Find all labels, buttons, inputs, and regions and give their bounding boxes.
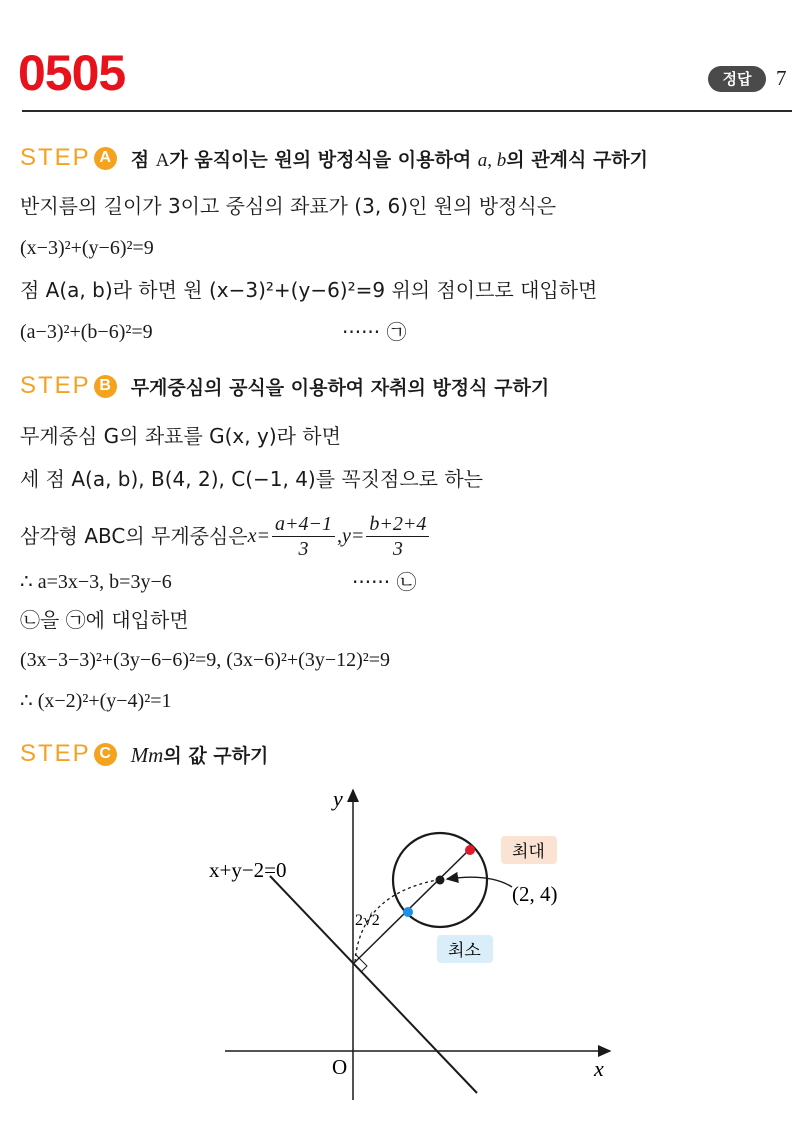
line-equation-label: x+y−2=0 [209, 858, 287, 882]
step-a-title: 점 A가 움직이는 원의 방정식을 이용하여 a, b의 관계식 구하기 [130, 148, 649, 171]
step-b-eq-mark: ······ ㉡ [352, 570, 417, 594]
step-b-line-7: ∴ (x−2)²+(y−4)²=1 [20, 690, 172, 712]
fraction-y: $\frac{b+2+4}{3}$ [366, 512, 429, 561]
step-c-title: Mm의 값 구하기 [130, 742, 269, 767]
step-a-line-2: (x−3)²+(y−6)²=9 [20, 237, 154, 259]
step-b-line-3: 삼각형 ABC의 무게중심은 x= $\frac{a+4-1}{3}$ , y= $\frac{b+2+4}{3}$ [20, 508, 431, 564]
center-pointer-arrow [447, 877, 512, 887]
y-axis-label: y [333, 786, 343, 811]
min-label: 최소 [448, 941, 481, 961]
circle-center [436, 876, 445, 885]
answer-value: 7 [776, 66, 787, 90]
line-x-plus-y-minus-2 [270, 876, 477, 1093]
origin-label: O [332, 1055, 348, 1079]
step-b-line-6: (3x−3−3)²+(3y−6−6)²=9, (3x−6)²+(3y−12)²=9 [20, 649, 391, 671]
center-label: (2, 4) [512, 882, 558, 906]
step-b-title: 무게중심의 공식을 이용하여 자취의 방정식 구하기 [130, 376, 550, 399]
step-c-badge: C [94, 743, 117, 766]
step-a-eq-mark: ······ ㉠ [342, 320, 407, 344]
step-b-line-2: 세 점 A(a, b), B(4, 2), C(−1, 4)를 꼭짓점으로 하는 [20, 467, 483, 491]
problem-number: 0505 [18, 45, 126, 101]
step-a-line-1: 반지름의 길이가 3이고 중심의 좌표가 (3, 6)인 원의 방정식은 [20, 194, 557, 218]
step-b-line-4: ∴ a=3x−3, b=3y−6 [20, 571, 172, 593]
max-label: 최대 [512, 842, 545, 862]
step-b-line-5: ㉡을 ㉠에 대입하면 [20, 608, 189, 632]
step-b-line-1: 무게중심 G의 좌표를 G(x, y)라 하면 [20, 424, 341, 448]
distance-label: 2√2 [355, 912, 380, 929]
step-a-line-4: (a−3)²+(b−6)²=9 [20, 321, 153, 343]
step-b-badge: B [94, 375, 117, 398]
step-a-line-3: 점 A(a, b)라 하면 원 (x−3)²+(y−6)²=9 위의 점이므로 대입하면 [20, 278, 598, 302]
step-c-word: STEP [20, 740, 91, 767]
answer-badge: 정답 [708, 66, 766, 92]
step-a-word: STEP [20, 144, 91, 171]
step-a-badge: A [94, 147, 117, 170]
x-axis-label: x [594, 1056, 604, 1081]
min-point [403, 907, 413, 917]
step-b-word: STEP [20, 372, 91, 399]
max-point [465, 845, 475, 855]
fraction-x: $\frac{a+4-1}{3}$ [272, 512, 335, 561]
